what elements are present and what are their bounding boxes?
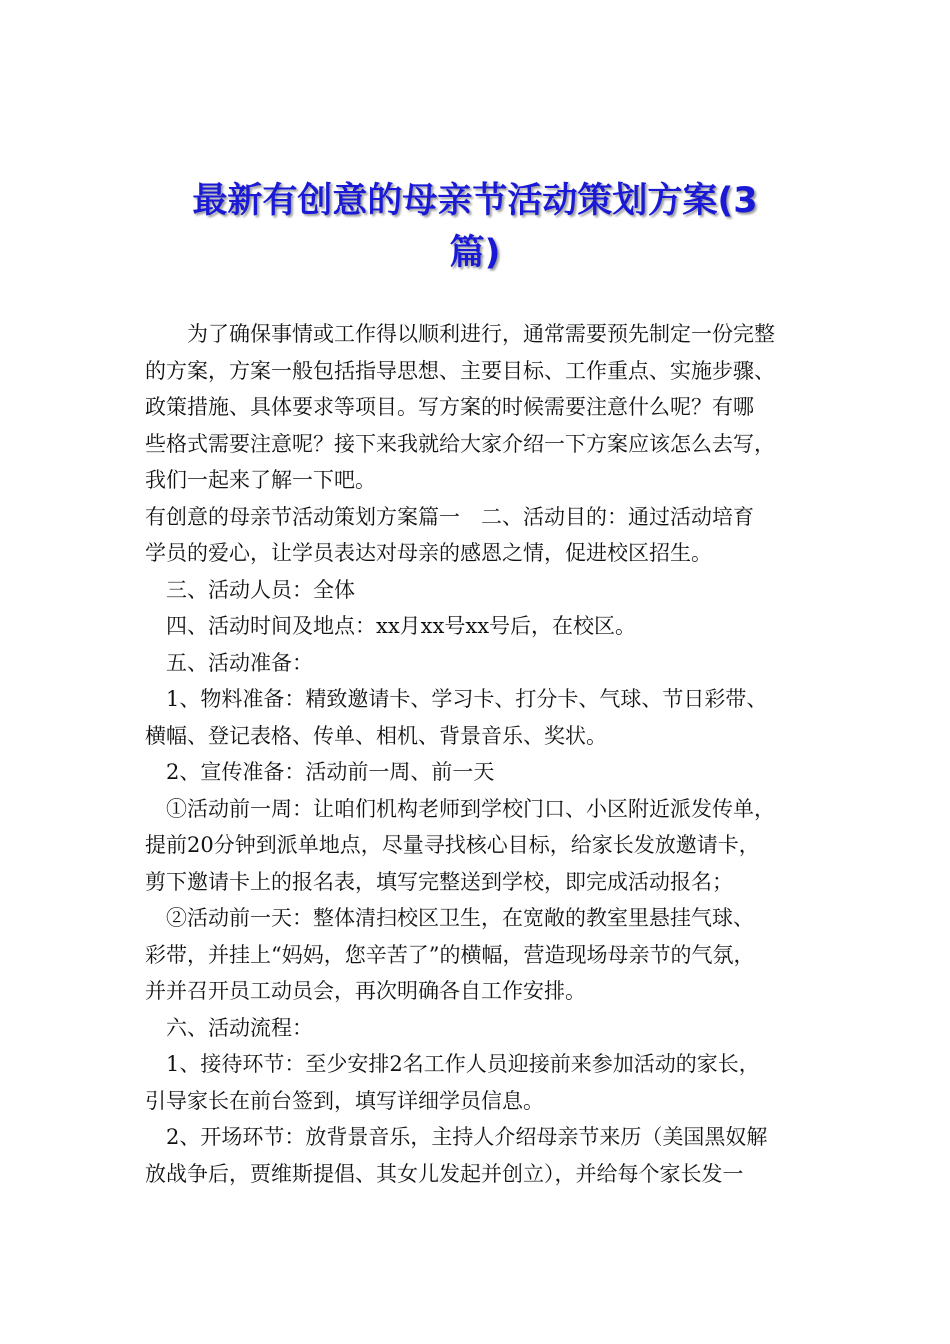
text-line: 放战争后，贾维斯提倡、其女儿发起并创立），并给每个家长发一 [145, 1161, 744, 1186]
text-line: 2、开场环节：放背景音乐，主持人介绍母亲节来历（美国黑奴解 [166, 1125, 768, 1149]
title-line-2: 篇) [449, 233, 501, 273]
text-line: 三、活动人员：全体 [166, 577, 355, 602]
text-line: 有创意的母亲节活动策划方案篇一 二、活动目的：通过活动培育 [145, 504, 754, 529]
text-line: 学员的爱心，让学员表达对母亲的感恩之情，促进校区招生。 [145, 541, 712, 565]
text-line: 为了确保事情或工作得以顺利进行，通常需要预先制定一份完整 [187, 322, 775, 346]
document-body [145, 316, 825, 1192]
text-line: 六、活动流程： [166, 1015, 313, 1040]
text-line: 提前20分钟到派单地点，尽量寻找核心目标，给家长发放邀请卡， [145, 833, 760, 857]
text-line: ②活动前一天：整体清扫校区卫生，在宽敞的教室里悬挂气球、 [166, 906, 754, 930]
text-line: 我们一起来了解一下吧。 [145, 468, 376, 492]
text-line: 剪下邀请卡上的报名表，填写完整送到学校，即完成活动报名； [145, 869, 733, 894]
text-line: 1、接待环节：至少安排2名工作人员迎接前来参加活动的家长， [166, 1052, 760, 1076]
text-line: 些格式需要注意呢？接下来我就给大家介绍一下方案应该怎么去写， [145, 431, 775, 456]
text-line: 横幅、登记表格、传单、相机、背景音乐、奖状。 [145, 723, 607, 748]
text-line: 并并召开员工动员会，再次明确各自工作安排。 [145, 979, 586, 1003]
text-line: 2、宣传准备：活动前一周、前一天 [166, 760, 495, 784]
text-line: ①活动前一周：让咱们机构老师到学校门口、小区附近派发传单， [166, 796, 775, 821]
text-line: 彩带，并挂上“妈妈，您辛苦了”的横幅，营造现场母亲节的气氛， [145, 942, 755, 967]
text-line: 政策措施、具体要求等项目。写方案的时候需要注意什么呢？有哪 [145, 395, 754, 419]
text-line: 的方案，方案一般包括指导思想、主要目标、工作重点、实施步骤、 [145, 358, 775, 383]
text-line: 四、活动时间及地点：xx月xx号xx号后，在校区。 [166, 614, 637, 638]
text-line: 1、物料准备：精致邀请卡、学习卡、打分卡、气球、节日彩带、 [166, 687, 768, 711]
document-title [140, 176, 810, 278]
title-line-1: 最新有创意的母亲节活动策划方案(3 [192, 181, 758, 221]
text-line: 五、活动准备： [166, 650, 313, 675]
text-line: 引导家长在前台签到，填写详细学员信息。 [145, 1088, 544, 1113]
